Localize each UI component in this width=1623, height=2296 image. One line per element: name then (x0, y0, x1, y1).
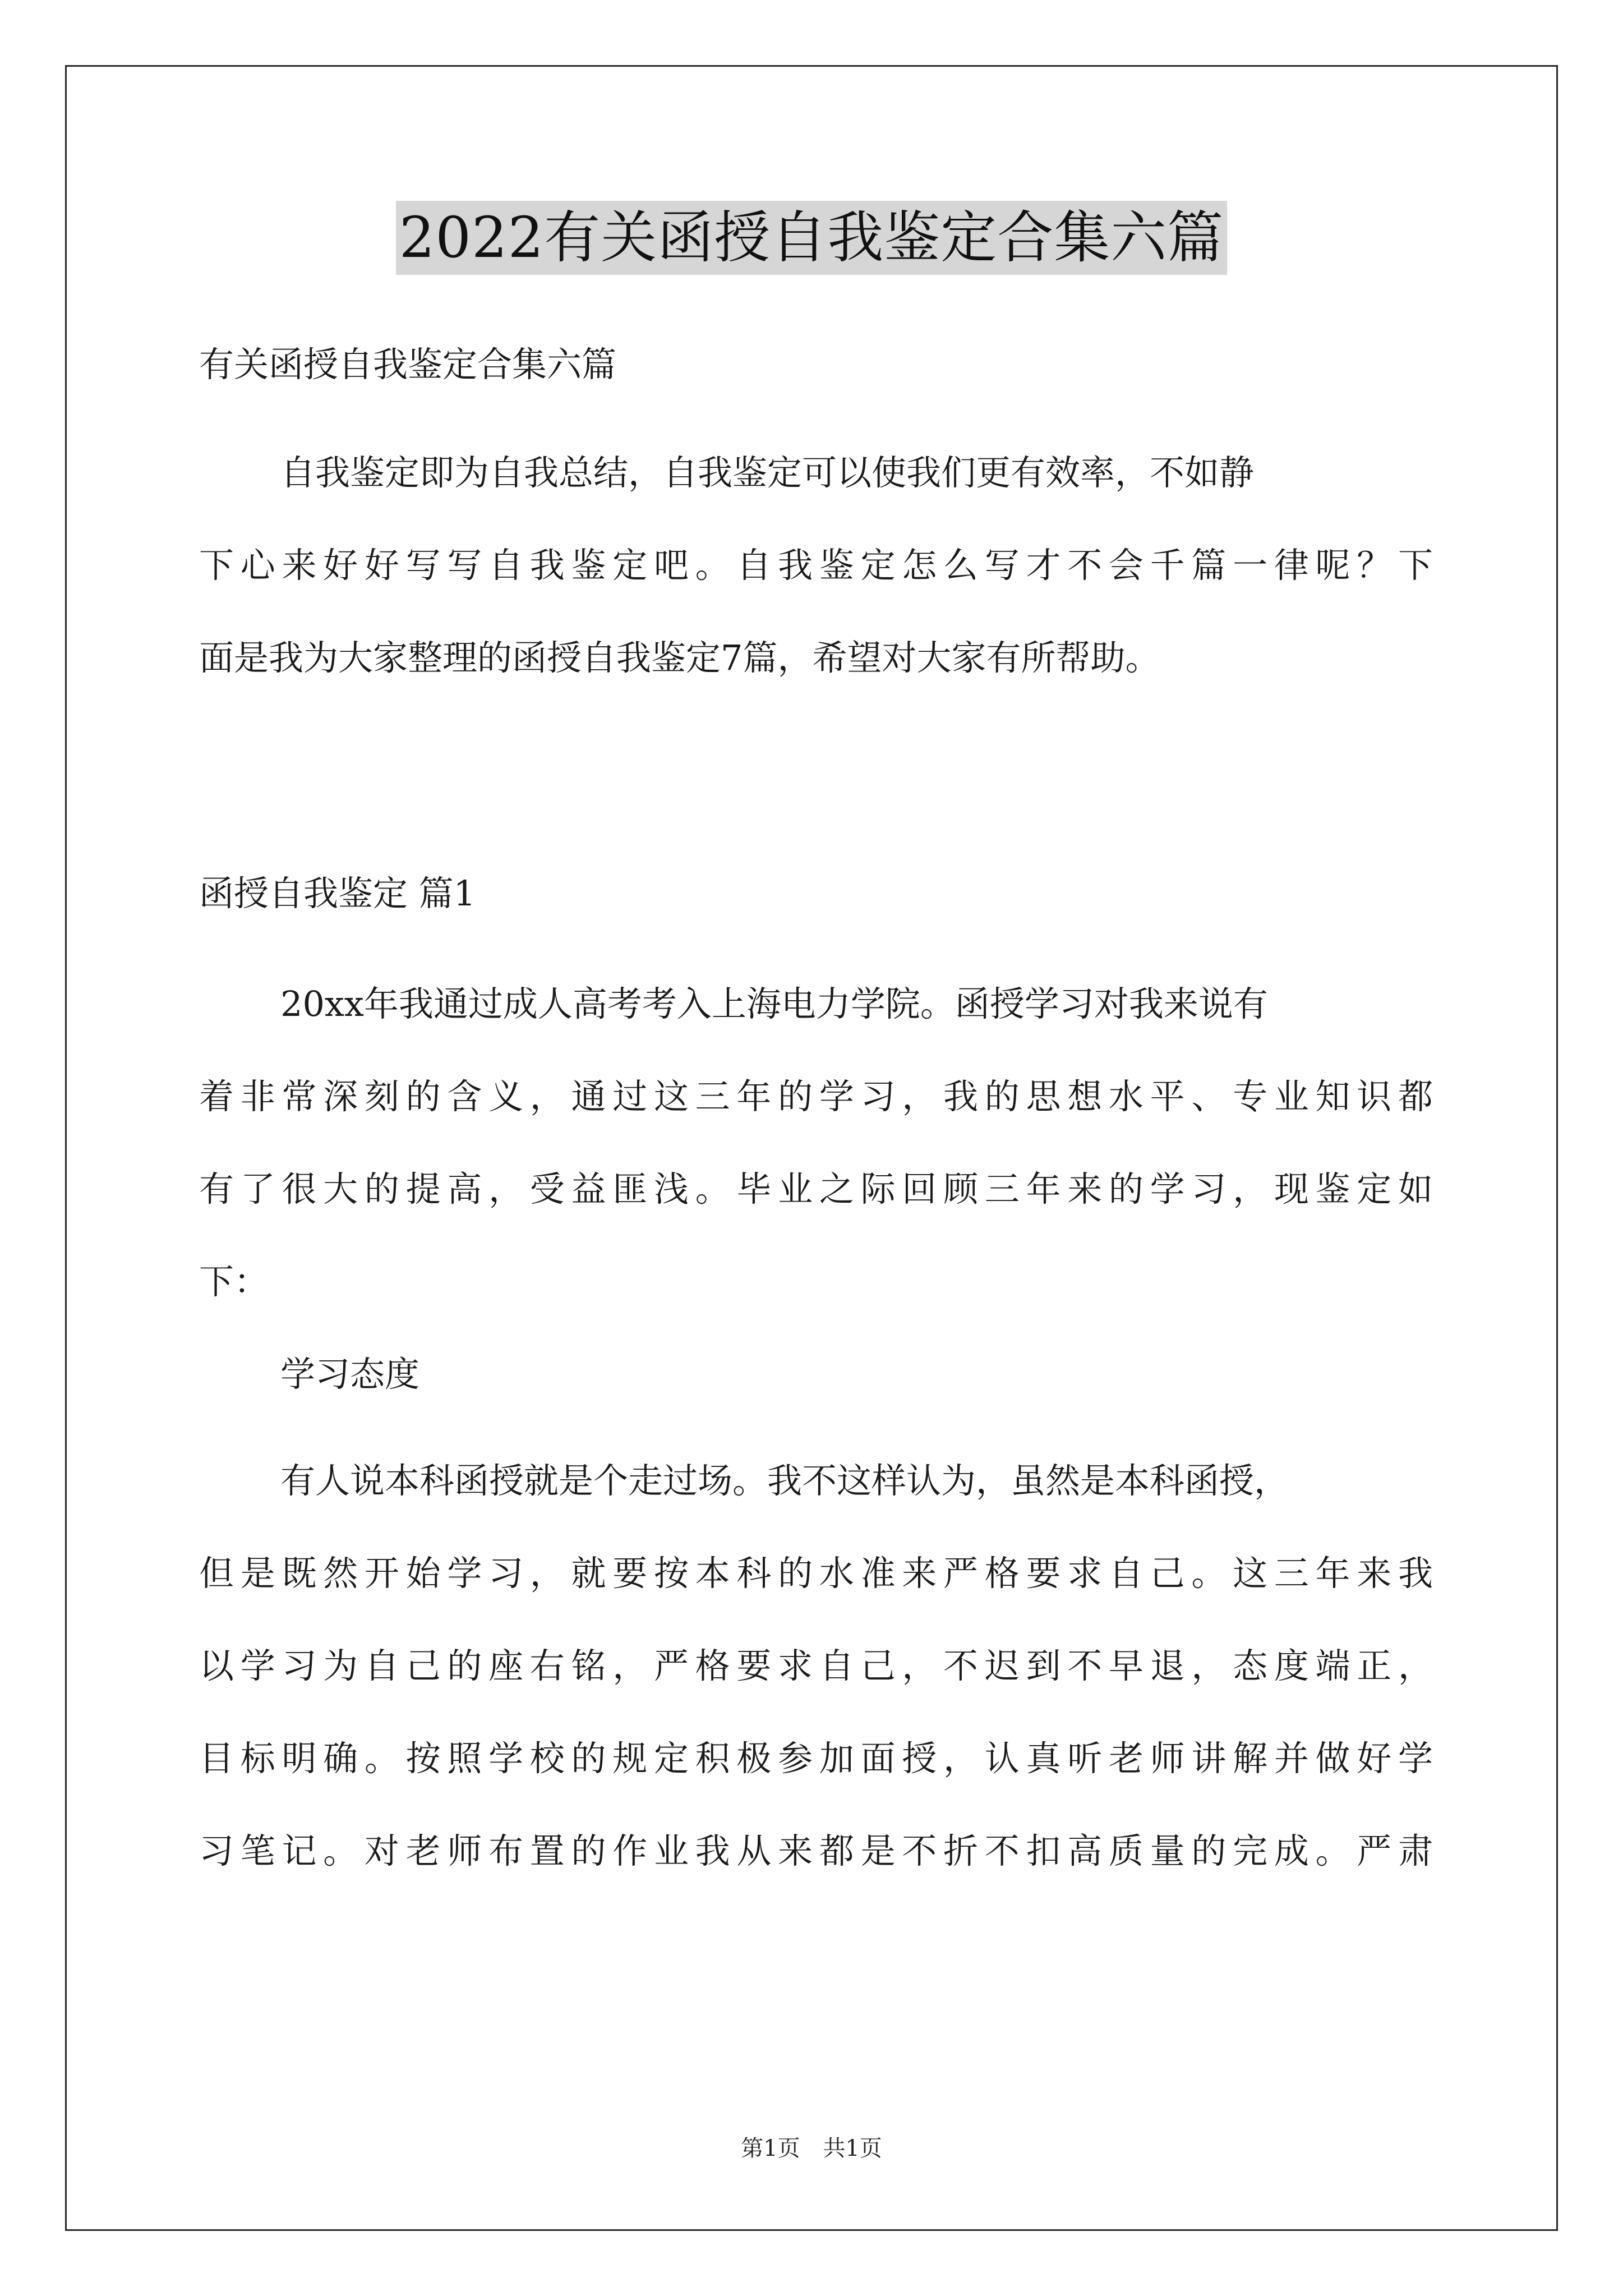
subheading: 学习态度 (280, 1354, 420, 1395)
page-number: 第1页 (741, 2136, 800, 2161)
paragraph-line: 20xx年我通过成人高考考入上海电力学院。函授学习对我来说有 (280, 983, 1268, 1024)
intro-line: 下心来好好写写自我鉴定吧。自我鉴定怎么写才不会千篇一律呢？下 (199, 545, 1433, 586)
intro-line: 面是我为大家整理的函授自我鉴定7篇，希望对大家有所帮助。 (199, 637, 1160, 678)
page-border (65, 65, 1558, 2231)
title-container (0, 201, 1623, 275)
paragraph-line: 习笔记。对老师布置的作业我从来都是不折不扣高质量的完成。严肃 (199, 1830, 1433, 1871)
paragraph-line: 目标明确。按照学校的规定积极参加面授，认真听老师讲解并做好学 (199, 1738, 1433, 1779)
section-heading: 函授自我鉴定 篇1 (199, 873, 476, 914)
page-total: 共1页 (823, 2136, 882, 2161)
paragraph-line: 下： (199, 1261, 269, 1302)
document-subtitle: 有关函授自我鉴定合集六篇 (199, 344, 617, 385)
paragraph-line: 有人说本科函授就是个走过场。我不这样认为，虽然是本科函授， (280, 1460, 1289, 1501)
paragraph-line: 以学习为自己的座右铭，严格要求自己，不迟到不早退，态度端正， (199, 1645, 1433, 1686)
document-title: 2022有关函授自我鉴定合集六篇 (396, 201, 1228, 275)
paragraph-line: 着非常深刻的含义，通过这三年的学习，我的思想水平、专业知识都 (199, 1076, 1433, 1117)
page-footer (0, 2132, 1623, 2165)
paragraph-line: 但是既然开始学习，就要按本科的水准来严格要求自己。这三年来我 (199, 1553, 1433, 1594)
paragraph-line: 有了很大的提高，受益匪浅。毕业之际回顾三年来的学习，现鉴定如 (199, 1168, 1433, 1209)
intro-line: 自我鉴定即为自我总结，自我鉴定可以使我们更有效率，不如静 (280, 452, 1255, 493)
